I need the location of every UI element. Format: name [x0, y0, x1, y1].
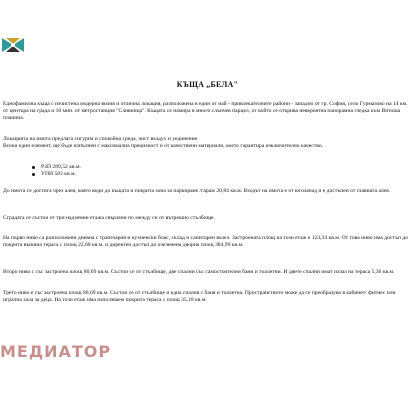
- location-paragraph: Локацията на имота предлага сигурна и спокойна среда, чист въздух и уединение.: [3, 136, 199, 142]
- quality-paragraph: Всеки един елемент, ще бъде изпълнен с максимална прецизност и от качествени материали, което гарантира изключително качество.: [3, 143, 324, 149]
- area-list: [30, 164, 81, 178]
- document-title: КЪЩА „БЕЛА": [176, 80, 239, 89]
- structure-paragraph: Сградата се състои от три надземни етажа свързани по между си от вътрешно стълбище.: [3, 215, 215, 221]
- watermark-logo: МЕДИАТОР: [0, 342, 112, 361]
- third-level-paragraph: Трето ниво е със застроена площ 80,69 кв.м. Състои се от стълбище и една спалня с баня и тоалетна. Пространството може да се преобразува в кабинет/ фитнес или игрална зала за деца. На този етаж има използваем покрита тераса с площ 35,18 кв.м.: [3, 290, 396, 303]
- access-paragraph: До имота се достига чрез алея, която води до къщата и покрита зона за паркиране /гараж 20,84 кв.м. Входът на имота е от югозапад и е достъпен от главната алея.: [3, 188, 391, 194]
- first-level-paragraph: На първо ниво са разположени дневна с трапезария и кухненски бокс, склад и санитарен възел. Застроената площ на този етаж е 123,34 кв.м. От това ниво има достъп до покрита външна тераса с площ 22,68 кв.м. и директен достъп до озеленена дворна площ 384,99 кв.м.: [3, 235, 408, 248]
- list-item: УПИ 583 кв.м.: [30, 171, 81, 178]
- intro-paragraph: Еднофамилна къща с изчистена модерна визия и отлична локация, разположена в един от най - привлекателните райони - западно от гр. София, село Гурмазово на 14 км. от центъра на града и 10 мин. от метростанция "Сливница". Къщата се намира в много слънчев парцел, от който се открива невероятна панорамна гледка към Витоша планина.: [3, 101, 408, 121]
- company-logo-icon: [2, 38, 24, 52]
- second-level-paragraph: Второ ниво с със застроена площ 80,69 кв.м. Състои се от стълбище, две спални със самостоятелни бани и тоалетни. И двете спални имат излаз на тераса 5,36 кв.м.: [3, 269, 395, 275]
- list-item: РЗП 289,52 кв.м.: [30, 164, 81, 171]
